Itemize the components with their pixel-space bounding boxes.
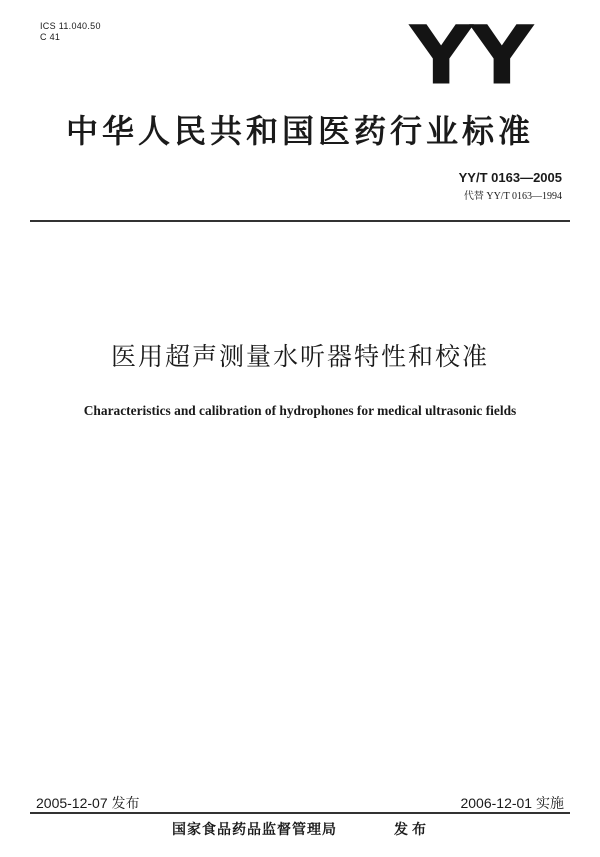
publisher-name: 国家食品药品监督管理局 — [172, 822, 337, 838]
yy-logo: YY — [409, 8, 531, 103]
ccs-classification: C 41 — [40, 32, 61, 42]
replaces-standard: 代替 YY/T 0163—1994 — [463, 191, 562, 202]
document-title-chinese: 医用超声测量水听器特性和校准 — [110, 342, 489, 371]
ics-classification: ICS 11.040.50 — [40, 21, 101, 31]
publish-label: 发布 — [394, 822, 430, 838]
document-title-english: Characteristics and calibration of hydrophones for medical ultrasonic fields — [83, 403, 517, 418]
standard-number: YY/T 0163—2005 — [458, 170, 562, 185]
implementation-date: 2006-12-01 实施 — [460, 795, 564, 811]
issue-date: 2005-12-07 发布 — [36, 795, 140, 811]
bottom-divider — [30, 812, 570, 814]
organization-title: 中华人民共和国医药行业标准 — [65, 112, 534, 150]
top-divider — [30, 220, 570, 222]
